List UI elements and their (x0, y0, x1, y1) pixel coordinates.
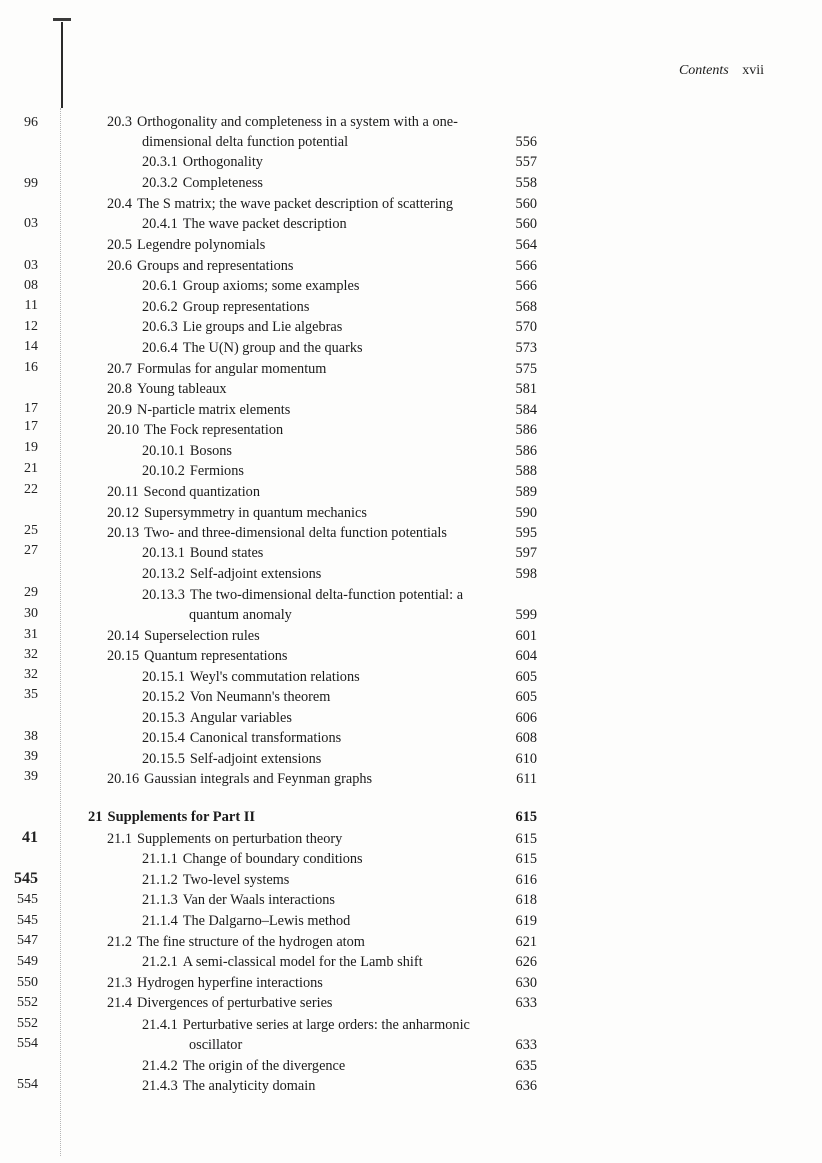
entry-number: 21 (88, 809, 103, 825)
entry-page-number: 595 (515, 525, 537, 541)
entry-number: 21.4.1 (142, 1017, 178, 1033)
section-entry (107, 483, 260, 501)
header-title: Contents (678, 63, 729, 78)
gutter-page-number: 550 (17, 975, 38, 990)
entry-title: The origin of the divergence (182, 1058, 346, 1074)
gutter-page-number: 12 (24, 319, 38, 334)
subsection-entry (142, 912, 350, 930)
entry-number: 21.2 (107, 934, 133, 950)
entry-page-number: 586 (515, 443, 537, 459)
entry-title: A semi-classical model for the Lamb shift (182, 954, 423, 970)
entry-title: Angular variables (189, 710, 292, 726)
subsection-entry (189, 1036, 242, 1054)
subsection-entry (142, 318, 342, 336)
section-entry (107, 627, 260, 645)
chapter-entry (88, 808, 255, 826)
entry-number: 21.3 (107, 975, 133, 991)
gutter-page-number: 39 (24, 749, 38, 764)
entry-number: 20.11 (107, 484, 139, 500)
entry-title: The S matrix; the wave packet description of scattering (137, 196, 454, 212)
entry-page-number: 616 (515, 872, 537, 888)
subsection-entry (142, 891, 335, 909)
section-entry (107, 236, 265, 254)
gutter-page-number: 08 (24, 278, 38, 293)
entry-page-number: 590 (515, 505, 537, 521)
entry-number: 20.15.2 (142, 689, 185, 705)
subsection-entry (189, 606, 292, 624)
section-entry (107, 401, 290, 419)
gutter-page-number: 22 (24, 482, 38, 497)
subsection-entry (142, 871, 289, 889)
entry-title: Self-adjoint extensions (189, 566, 322, 582)
entry-page-number: 626 (515, 954, 537, 970)
entry-page-number: 608 (515, 730, 537, 746)
entry-number: 20.12 (107, 505, 140, 521)
header-page-numeral: xvii (742, 63, 764, 78)
entry-title: Orthogonality and completeness in a system with a one- (137, 114, 458, 130)
entry-title: Group representations (182, 299, 310, 315)
gutter-page-number: 11 (24, 298, 38, 313)
entry-page-number: 633 (515, 995, 537, 1011)
entry-title: Formulas for angular momentum (137, 361, 327, 377)
section-entry (107, 974, 323, 992)
entry-number: 20.13.2 (142, 566, 185, 582)
entry-title: Superselection rules (144, 628, 260, 644)
entry-title: Legendre polynomials (137, 237, 266, 253)
subsection-entry (142, 544, 263, 562)
subsection-entry (142, 153, 263, 171)
entry-number: 20.13.3 (142, 587, 185, 603)
entry-number: 20.15.3 (142, 710, 185, 726)
gutter-page-number: 35 (24, 687, 38, 702)
subsection-entry (142, 688, 330, 706)
gutter-page-number: 99 (24, 176, 38, 191)
entry-number: 20.3 (107, 114, 133, 130)
binding-line (61, 22, 63, 108)
gutter-page-number: 14 (24, 339, 38, 354)
gutter-dotted-rule (60, 108, 62, 1156)
gutter-page-number: 03 (24, 258, 38, 273)
entry-page-number: 615 (515, 809, 537, 825)
entry-title: Hydrogen hyperfine interactions (137, 975, 323, 991)
subsection-entry (142, 298, 309, 316)
entry-page-number: 558 (515, 175, 537, 191)
entry-number: 20.6.2 (142, 299, 178, 315)
section-entry (107, 360, 326, 378)
entry-page-number: 630 (515, 975, 537, 991)
entry-number: 20.6.3 (142, 319, 178, 335)
gutter-page-number: 03 (24, 216, 38, 231)
entry-number: 20.16 (107, 771, 140, 787)
section-entry (107, 647, 288, 665)
subsection-entry (142, 729, 341, 747)
section-entry (107, 257, 293, 275)
entry-page-number: 606 (515, 710, 537, 726)
entry-title: Gaussian integrals and Feynman graphs (144, 771, 373, 787)
entry-title: The fine structure of the hydrogen atom (137, 934, 365, 950)
entry-number: 20.13 (107, 525, 140, 541)
gutter-page-number: 552 (17, 995, 38, 1010)
entry-title: The U(N) group and the quarks (182, 340, 363, 356)
gutter-page-number: 19 (24, 440, 38, 455)
entry-page-number: 618 (515, 892, 537, 908)
entry-page-number: 611 (516, 771, 537, 787)
gutter-page-number: 38 (24, 729, 38, 744)
section-entry (107, 421, 283, 439)
entry-title: Completeness (182, 175, 263, 191)
entry-title: Supplements for Part II (107, 809, 256, 825)
entry-number: 20.6.4 (142, 340, 178, 356)
entry-title: Bosons (189, 443, 232, 459)
gutter-page-number: 17 (24, 419, 38, 434)
entry-page-number: 598 (515, 566, 537, 582)
entry-title: oscillator (189, 1037, 243, 1053)
entry-page-number: 621 (515, 934, 537, 950)
entry-page-number: 605 (515, 689, 537, 705)
entry-title: The Fock representation (144, 422, 284, 438)
entry-number: 21.4 (107, 995, 133, 1011)
entry-number: 20.14 (107, 628, 140, 644)
subsection-entry (142, 462, 244, 480)
subsection-entry (142, 133, 348, 151)
gutter-page-number: 545 (14, 870, 38, 887)
subsection-entry (142, 339, 363, 357)
entry-number: 21.1.2 (142, 872, 178, 888)
entry-title: Two-level systems (182, 872, 290, 888)
entry-number: 20.5 (107, 237, 133, 253)
entry-page-number: 570 (515, 319, 537, 335)
section-entry (107, 994, 332, 1012)
entry-number: 20.7 (107, 361, 133, 377)
gutter-page-number: 547 (17, 933, 38, 948)
entry-page-number: 588 (515, 463, 537, 479)
gutter-page-number: 32 (24, 667, 38, 682)
entry-title: Divergences of perturbative series (137, 995, 333, 1011)
entry-page-number: 619 (515, 913, 537, 929)
entry-page-number: 566 (515, 278, 537, 294)
entry-number: 20.9 (107, 402, 133, 418)
entry-number: 20.10.1 (142, 443, 185, 459)
section-entry (107, 830, 342, 848)
gutter-page-number: 554 (17, 1036, 38, 1051)
entry-title: Von Neumann's theorem (189, 689, 331, 705)
entry-page-number: 573 (515, 340, 537, 356)
section-entry (107, 113, 458, 131)
entry-title: Canonical transformations (189, 730, 342, 746)
entry-title: The wave packet description (182, 216, 347, 232)
entry-page-number: 557 (515, 154, 537, 170)
entry-title: Second quantization (143, 484, 260, 500)
binding-mark (53, 18, 71, 21)
subsection-entry (142, 277, 359, 295)
section-entry (107, 504, 367, 522)
gutter-page-number: 32 (24, 647, 38, 662)
gutter-page-number: 41 (22, 829, 38, 846)
entry-page-number: 589 (515, 484, 537, 500)
entry-page-number: 635 (515, 1058, 537, 1074)
entry-page-number: 556 (515, 134, 537, 150)
gutter-page-number: 39 (24, 769, 38, 784)
entry-number: 21.1.4 (142, 913, 178, 929)
entry-number: 21.1.3 (142, 892, 178, 908)
entry-page-number: 560 (515, 216, 537, 232)
entry-title: Supersymmetry in quantum mechanics (144, 505, 367, 521)
entry-title: Group axioms; some examples (182, 278, 360, 294)
entry-number: 21.1.1 (142, 851, 178, 867)
entry-page-number: 566 (515, 258, 537, 274)
subsection-entry (142, 442, 232, 460)
entry-number: 20.10.2 (142, 463, 185, 479)
subsection-entry (142, 1016, 470, 1034)
section-entry (107, 770, 372, 788)
gutter-page-number: 549 (17, 954, 38, 969)
subsection-entry (142, 668, 360, 686)
entry-page-number: 636 (515, 1078, 537, 1094)
entry-number: 20.15 (107, 648, 140, 664)
entry-page-number: 610 (515, 751, 537, 767)
entry-page-number: 564 (515, 237, 537, 253)
entry-number: 20.13.1 (142, 545, 185, 561)
entry-title: The analyticity domain (182, 1078, 316, 1094)
section-entry (107, 933, 365, 951)
subsection-entry (142, 1057, 345, 1075)
entry-page-number: 597 (515, 545, 537, 561)
entry-title: Supplements on perturbation theory (137, 831, 343, 847)
gutter-page-number: 27 (24, 543, 38, 558)
entry-page-number: 568 (515, 299, 537, 315)
entry-title: Two- and three-dimensional delta function potentials (144, 525, 447, 541)
running-header (679, 63, 764, 79)
gutter-page-number: 96 (24, 115, 38, 130)
entry-page-number: 586 (515, 422, 537, 438)
subsection-entry (142, 953, 423, 971)
subsection-entry (142, 709, 292, 727)
entry-title: Weyl's commutation relations (189, 669, 360, 685)
entry-page-number: 615 (515, 831, 537, 847)
section-entry (107, 195, 453, 213)
gutter-page-number: 25 (24, 523, 38, 538)
entry-page-number: 575 (515, 361, 537, 377)
gutter-page-number: 17 (24, 401, 38, 416)
entry-number: 20.10 (107, 422, 140, 438)
entry-title: Groups and representations (137, 258, 294, 274)
entry-title: Lie groups and Lie algebras (182, 319, 343, 335)
entry-number: 20.15.1 (142, 669, 185, 685)
entry-number: 20.4 (107, 196, 133, 212)
entry-number: 21.2.1 (142, 954, 178, 970)
entry-title: Young tableaux (137, 381, 227, 397)
entry-page-number: 599 (515, 607, 537, 623)
gutter-page-number: 552 (17, 1016, 38, 1031)
gutter-page-number: 554 (17, 1077, 38, 1092)
subsection-entry (142, 1077, 315, 1095)
entry-number: 21.1 (107, 831, 133, 847)
subsection-entry (142, 215, 347, 233)
entry-page-number: 604 (515, 648, 537, 664)
entry-title: Orthogonality (182, 154, 263, 170)
entry-page-number: 601 (515, 628, 537, 644)
entry-title: dimensional delta function potential (142, 134, 349, 150)
entry-title: Bound states (189, 545, 264, 561)
entry-title: Quantum representations (144, 648, 288, 664)
subsection-entry (142, 750, 321, 768)
gutter-page-number: 30 (24, 606, 38, 621)
entry-title: Van der Waals interactions (182, 892, 335, 908)
entry-page-number: 560 (515, 196, 537, 212)
entry-page-number: 605 (515, 669, 537, 685)
entry-number: 20.8 (107, 381, 133, 397)
entry-page-number: 584 (515, 402, 537, 418)
gutter-page-number: 21 (24, 461, 38, 476)
entry-title: Change of boundary conditions (182, 851, 363, 867)
section-entry (107, 380, 227, 398)
entry-title: quantum anomaly (189, 607, 292, 623)
entry-number: 20.4.1 (142, 216, 178, 232)
entry-title: Self-adjoint extensions (189, 751, 322, 767)
gutter-page-number: 31 (24, 627, 38, 642)
gutter-page-number: 29 (24, 585, 38, 600)
entry-number: 20.3.1 (142, 154, 178, 170)
entry-title: N-particle matrix elements (137, 402, 291, 418)
gutter-page-number: 545 (17, 913, 38, 928)
entry-title: The two-dimensional delta-function potential: a (189, 587, 464, 603)
gutter-page-number: 16 (24, 360, 38, 375)
subsection-entry (142, 850, 363, 868)
entry-title: Perturbative series at large orders: the anharmonic (182, 1017, 470, 1033)
entry-number: 21.4.2 (142, 1058, 178, 1074)
entry-number: 20.3.2 (142, 175, 178, 191)
entry-page-number: 581 (515, 381, 537, 397)
subsection-entry (142, 586, 463, 604)
entry-number: 20.15.5 (142, 751, 185, 767)
section-entry (107, 524, 447, 542)
entry-number: 20.6 (107, 258, 133, 274)
entry-number: 20.15.4 (142, 730, 185, 746)
subsection-entry (142, 174, 263, 192)
entry-title: Fermions (189, 463, 244, 479)
entry-page-number: 615 (515, 851, 537, 867)
entry-number: 20.6.1 (142, 278, 178, 294)
entry-title: The Dalgarno–Lewis method (182, 913, 351, 929)
gutter-page-number: 545 (17, 892, 38, 907)
subsection-entry (142, 565, 321, 583)
entry-page-number: 633 (515, 1037, 537, 1053)
entry-number: 21.4.3 (142, 1078, 178, 1094)
